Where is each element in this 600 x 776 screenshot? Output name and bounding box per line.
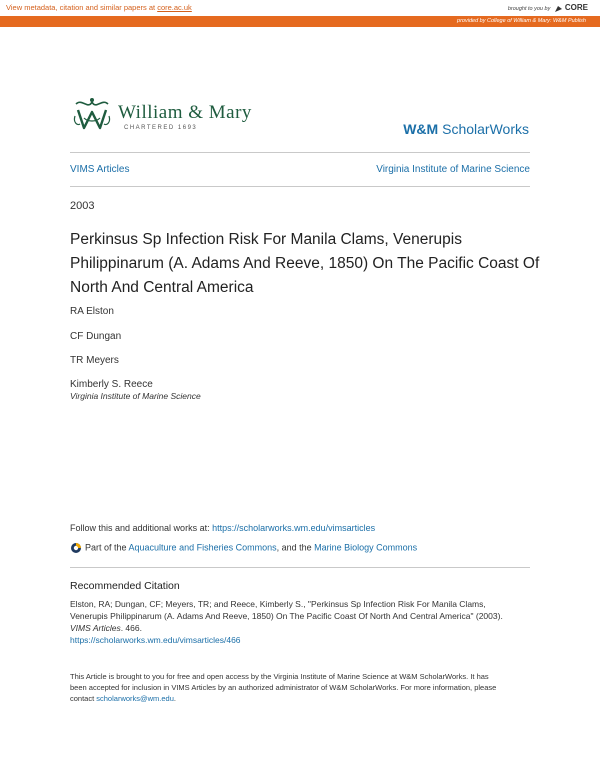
publication-year: 2003 <box>70 200 95 212</box>
brought-by <box>508 3 588 13</box>
follow-link[interactable]: https://scholarworks.wm.edu/vimsarticles <box>212 523 376 533</box>
divider-top <box>70 152 530 153</box>
divider-breadcrumb <box>70 186 530 187</box>
part-of-prefix: Part of the <box>85 542 129 553</box>
citation-text: Elston, RA; Dungan, CF; Meyers, TR; and Reece, Kimberly S., "Perkinsus Sp Infection Risk For Manila Clams, Venerupis Philippinarum (A. Adams And Reeve, 1850) On The Pacific Coast Of North And Central America" (2003). <box>70 599 503 621</box>
breadcrumb-vims[interactable]: Virginia Institute of Marine Science <box>376 164 530 175</box>
commons-network-icon <box>70 542 82 554</box>
follow-line <box>70 523 375 533</box>
access-text: This Article is brought to you for free and open access by the Virginia Institute of Marine Science at W&M ScholarWorks. It has been accepted for inclusion in VIMS Articles by an authorized administrator of W&M ScholarWorks. For more information, please contact <box>70 672 497 703</box>
author-2: CF Dungan <box>70 331 122 342</box>
contact-email-link[interactable]: scholarworks@wm.edu <box>96 694 174 703</box>
article-title: Perkinsus Sp Infection Risk For Manila Clams, Venerupis Philippinarum (A. Adams And Reeve, 1850) On The Pacific Coast Of North And Central America <box>70 231 540 296</box>
scholarworks-brand[interactable] <box>403 121 529 137</box>
citation-url[interactable]: https://scholarworks.wm.edu/vimsarticles/466 <box>70 635 241 645</box>
brought-by-text: brought to you by <box>507 6 551 12</box>
breadcrumb-vims-articles[interactable]: VIMS Articles <box>70 164 130 175</box>
logo-wordmark: William & Mary <box>118 102 252 123</box>
citation-journal: VIMS Articles <box>70 623 121 633</box>
author-4: Kimberly S. Reece <box>70 379 153 390</box>
provided-by-bar <box>0 16 600 27</box>
logo-chartered: CHARTERED 1693 <box>124 125 198 131</box>
citation-number: . 466. <box>120 623 142 633</box>
scholarworks-bold: W&M <box>403 121 439 137</box>
cypher-emblem-icon <box>72 96 112 134</box>
follow-text: Follow this and additional works at: <box>70 523 213 533</box>
core-label[interactable]: CORE <box>564 3 588 12</box>
recommended-citation-heading: Recommended Citation <box>70 580 180 592</box>
recommended-citation <box>70 598 510 646</box>
access-statement <box>70 671 500 704</box>
scholarworks-rest: ScholarWorks <box>438 121 529 137</box>
core-logo-icon <box>554 5 563 13</box>
divider-citation <box>70 567 530 568</box>
part-of-middle: , and the <box>276 542 315 553</box>
core-top-bar <box>0 0 600 16</box>
marine-biology-commons-link[interactable]: Marine Biology Commons <box>314 542 418 553</box>
metadata-prefix: View metadata, citation and similar papers at <box>6 3 158 12</box>
core-link[interactable]: core.ac.uk <box>157 3 192 12</box>
author-1: RA Elston <box>70 306 114 317</box>
part-of-line <box>70 542 417 554</box>
metadata-notice <box>6 3 192 12</box>
aquaculture-commons-link[interactable]: Aquaculture and Fisheries Commons <box>128 542 277 553</box>
author-3: TR Meyers <box>70 355 119 366</box>
access-end: . <box>173 694 176 703</box>
william-mary-logo[interactable] <box>72 96 302 136</box>
author-affiliation: Virginia Institute of Marine Science <box>70 391 201 401</box>
provided-by-text[interactable]: provided by College of William & Mary: W&M Publish <box>457 18 586 24</box>
